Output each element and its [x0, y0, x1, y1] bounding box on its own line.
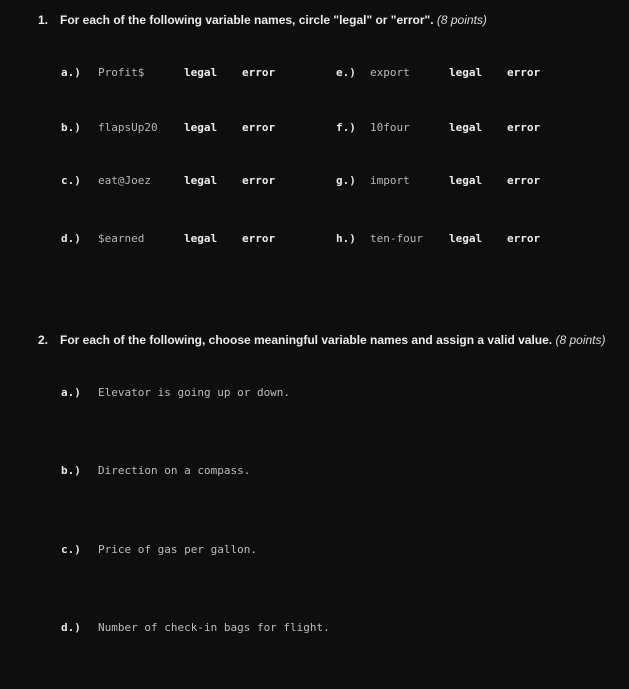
item-letter: c.)	[61, 174, 81, 187]
error-option[interactable]: error	[507, 232, 541, 245]
item-letter: e.)	[336, 66, 356, 79]
legal-option[interactable]: legal	[184, 174, 218, 187]
legal-option[interactable]: legal	[449, 121, 483, 134]
item-letter: d.)	[61, 621, 81, 634]
item-prompt: Price of gas per gallon.	[98, 543, 257, 556]
item-letter: h.)	[336, 232, 356, 245]
error-option[interactable]: error	[507, 121, 541, 134]
item-prompt: Number of check-in bags for flight.	[98, 621, 330, 634]
question-1-header	[38, 13, 487, 27]
error-option[interactable]: error	[242, 232, 276, 245]
legal-option[interactable]: legal	[449, 174, 483, 187]
error-option[interactable]: error	[507, 174, 541, 187]
question-2-header	[38, 333, 606, 347]
legal-option[interactable]: legal	[449, 232, 483, 245]
item-letter: f.)	[336, 121, 356, 134]
error-option[interactable]: error	[242, 174, 276, 187]
variable-name: $earned	[98, 232, 145, 245]
item-letter: g.)	[336, 174, 356, 187]
variable-name: ten-four	[370, 232, 423, 245]
item-letter: b.)	[61, 464, 81, 477]
item-prompt: Elevator is going up or down.	[98, 386, 291, 399]
legal-option[interactable]: legal	[184, 121, 218, 134]
question-2-points: (8 points)	[555, 333, 606, 347]
item-letter: d.)	[61, 232, 81, 245]
legal-option[interactable]: legal	[184, 232, 218, 245]
variable-name: Profit$	[98, 66, 145, 79]
question-2-text: For each of the following, choose meaningful variable names and assign a valid value.	[60, 333, 553, 347]
legal-option[interactable]: legal	[449, 66, 483, 79]
item-letter: a.)	[61, 66, 81, 79]
item-letter: b.)	[61, 121, 81, 134]
error-option[interactable]: error	[242, 121, 276, 134]
error-option[interactable]: error	[507, 66, 541, 79]
variable-name: 10four	[370, 121, 410, 134]
item-letter: a.)	[61, 386, 81, 399]
legal-option[interactable]: legal	[184, 66, 218, 79]
item-prompt: Direction on a compass.	[98, 464, 251, 477]
variable-name: import	[370, 174, 410, 187]
question-1-number: 1.	[38, 13, 49, 27]
variable-name: export	[370, 66, 410, 79]
variable-name: eat@Joez	[98, 174, 151, 187]
error-option[interactable]: error	[242, 66, 276, 79]
item-letter: c.)	[61, 543, 81, 556]
variable-name: flapsUp20	[98, 121, 158, 134]
question-2-number: 2.	[38, 333, 49, 347]
question-1-points: (8 points)	[436, 13, 487, 27]
question-1-text: For each of the following variable names, circle "legal" or "error".	[60, 13, 434, 27]
